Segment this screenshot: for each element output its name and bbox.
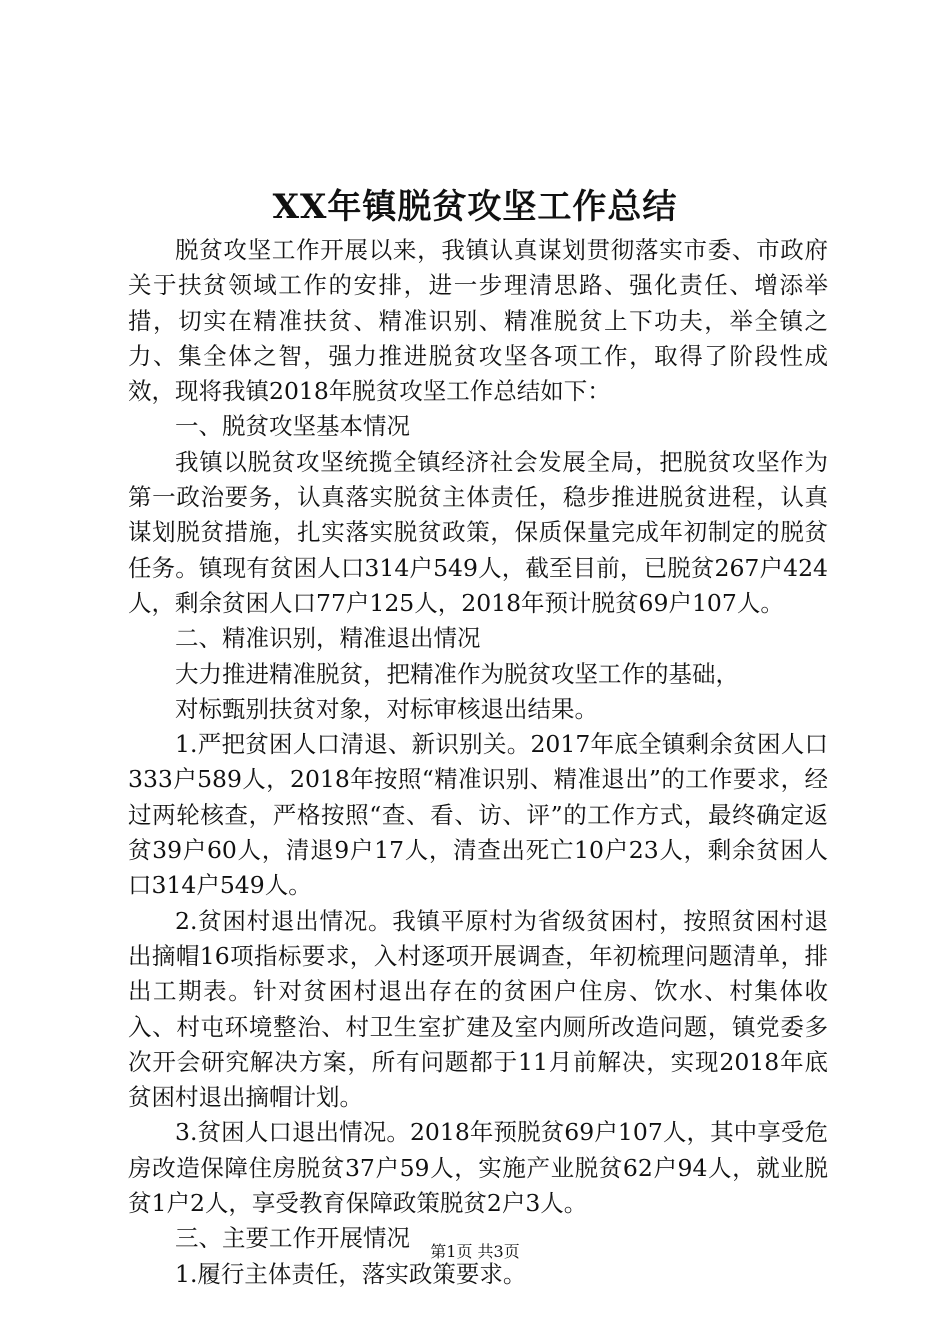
section-1-paragraph: 我镇以脱贫攻坚统揽全镇经济社会发展全局，把脱贫攻坚作为第一政治要务，认真落实脱贫主体责任，稳步推进脱贫进程，认真谋划脱贫措施，扎实落实脱贫政策，保质保量完成年初制定的脱贫任务。镇现有贫困人口314户549人，截至目前，已脱贫267户424人，剩余贫困人口77户125人，2018年预计脱贫69户107人。 xyxy=(128,447,828,617)
section-heading-3: 三、主要工作开展情况 xyxy=(175,1224,410,1253)
section-2-paragraph-2: 对标甄别扶贫对象，对标审核退出结果。 xyxy=(175,694,598,723)
section-heading-1: 一、脱贫攻坚基本情况 xyxy=(175,412,410,441)
section-heading-2: 二、精准识别，精准退出情况 xyxy=(175,624,481,653)
section-3-item-1: 1.履行主体责任，落实政策要求。 xyxy=(175,1259,527,1288)
document-body xyxy=(128,233,828,1292)
section-2-item-2: 2.贫困村退出情况。我镇平原村为省级贫困村，按照贫困村退出摘帽16项指标要求，入村逐项开展调查，年初梳理问题清单，排出工期表。针对贫困村退出存在的贫困户住房、饮水、村集体收入、村屯环境整治、村卫生室扩建及室内厕所改造问题，镇党委多次开会研究解决方案，所有问题都于11月前解决，实现2018年底贫困村退出摘帽计划。 xyxy=(128,906,828,1112)
section-2-paragraph-1: 大力推进精准脱贫，把精准作为脱贫攻坚工作的基础， xyxy=(175,659,739,688)
page-number: 第1页 共3页 xyxy=(430,1242,520,1261)
intro-paragraph: 脱贫攻坚工作开展以来，我镇认真谋划贯彻落实市委、市政府关于扶贫领域工作的安排，进一步理清思路、强化责任、增添举措，切实在精准扶贫、精准识别、精准脱贫上下功夫，举全镇之力、集全体之智，强力推进脱贫攻坚各项工作，取得了阶段性成效，现将我镇2018年脱贫攻坚工作总结如下： xyxy=(128,236,828,406)
section-2-item-3: 3.贫困人口退出情况。2018年预脱贫69户107人，其中享受危房改造保障住房脱贫37户59人，实施产业脱贫62户94人，就业脱贫1户2人，享受教育保障政策脱贫2户3人。 xyxy=(128,1118,828,1218)
section-2-item-1: 1.严把贫困人口清退、新识别关。2017年底全镇剩余贫困人口333户589人，2018年按照“精准识别、精准退出”的工作要求，经过两轮核查，严格按照“查、看、访、评”的工作方式，最终确定返贫39户60人，清退9户17人，清查出死亡10户23人，剩余贫困人口314户549人。 xyxy=(128,730,828,900)
document-title: XX年镇脱贫攻坚工作总结 xyxy=(272,187,678,227)
